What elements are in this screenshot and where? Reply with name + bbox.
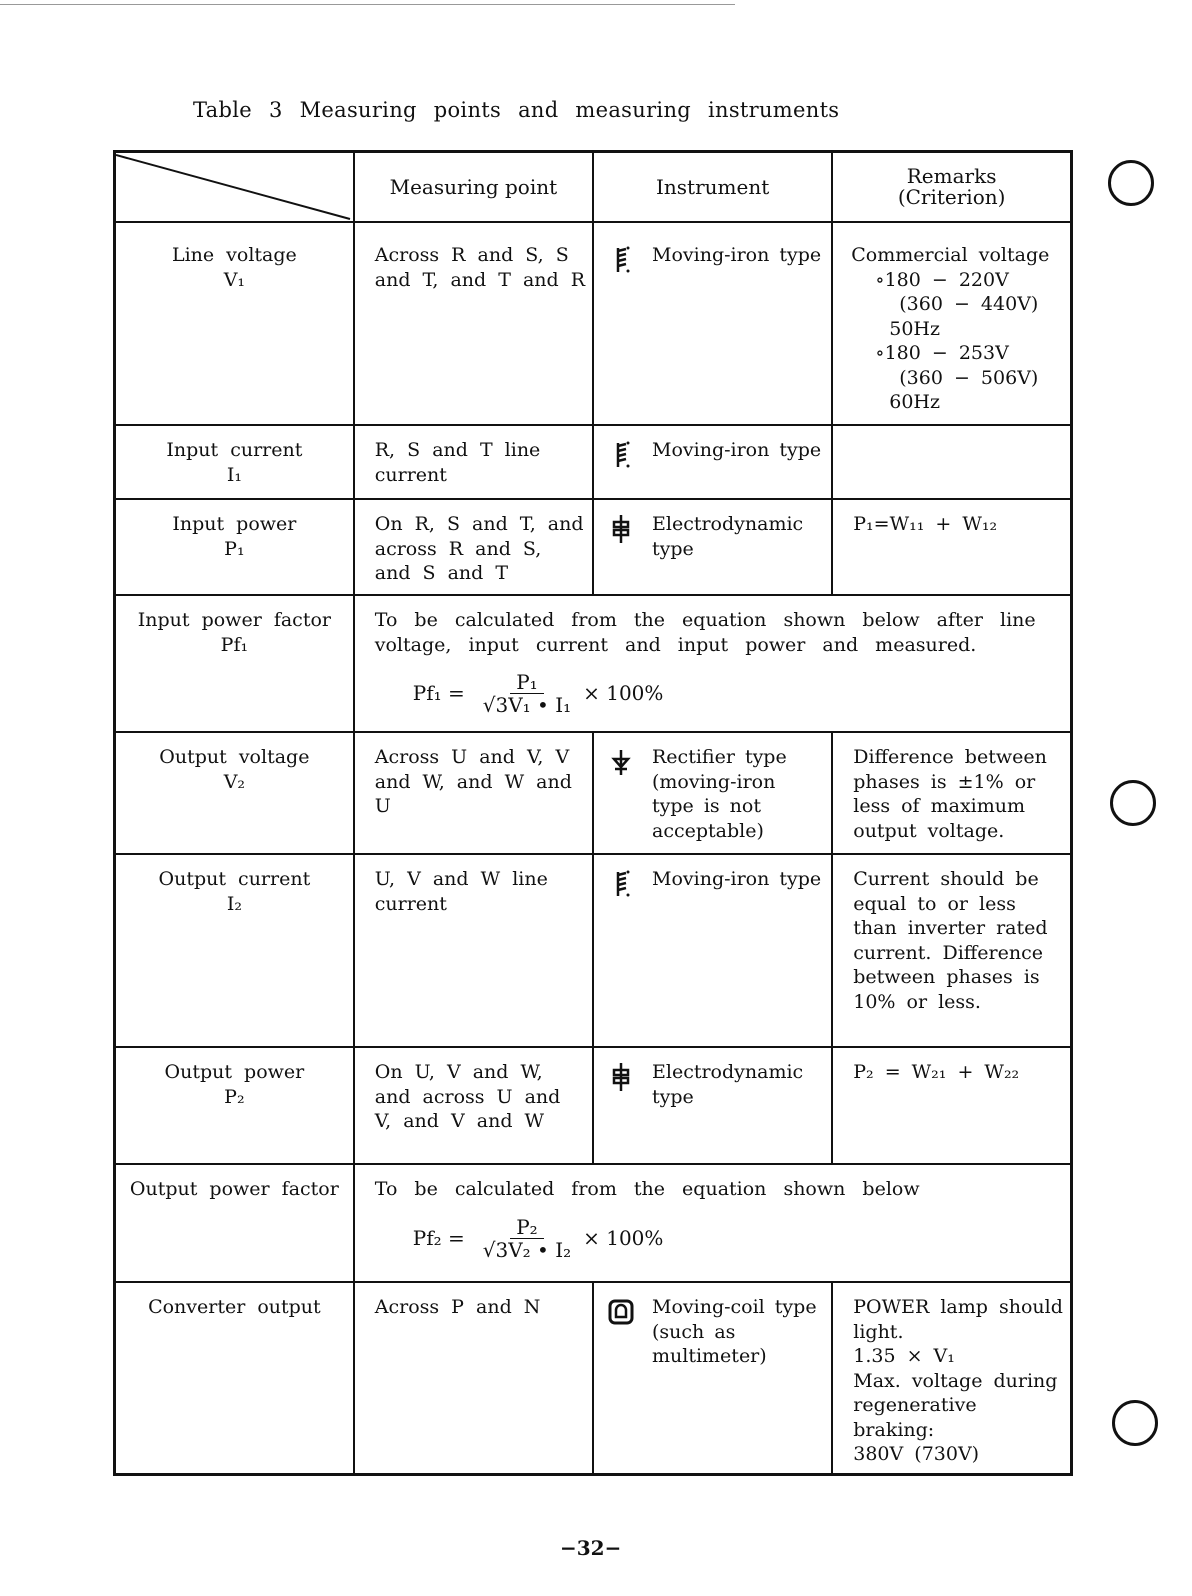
row-input-current <box>115 425 1072 499</box>
row-output-current <box>115 854 1072 1047</box>
remarks-cell <box>832 425 1071 499</box>
qty-label: Line voltage <box>171 244 297 266</box>
formula-input-pf <box>413 671 1060 716</box>
qty-cell <box>115 499 354 595</box>
remark-line: ∘180 − 253V <box>875 342 1009 364</box>
qty-cell <box>115 595 354 732</box>
remark-line: POWER lamp should light. <box>853 1296 1063 1343</box>
row-output-power-factor <box>115 1164 1072 1282</box>
moving-coil-meter-icon <box>608 1297 634 1327</box>
header-measuring-point: Measuring point <box>354 152 593 223</box>
instrument-label: Electrodynamic type <box>652 1061 804 1108</box>
page-number: −32− <box>560 1536 622 1560</box>
formula-numerator: P₂ <box>510 1216 543 1239</box>
instrument-cell <box>593 854 832 1047</box>
qty-symbol: Pf₁ <box>220 633 249 656</box>
instrument-label: Rectifier type (moving-iron type is not acceptable) <box>652 746 787 842</box>
instrument-cell <box>593 1047 832 1164</box>
remark-line: ∘180 − 220V <box>875 268 1009 291</box>
qty-label: Input power <box>172 513 297 535</box>
formula-fraction <box>479 671 575 716</box>
formula-output-pf <box>413 1216 1060 1261</box>
remark-line: Max. voltage during regenerative braking: <box>853 1369 1058 1441</box>
qty-cell <box>115 1164 354 1282</box>
remarks-cell: Current should be equal to or less than inverter rated current. Difference between phases is 10% or less. <box>832 854 1071 1047</box>
instrument-label: Moving-iron type <box>652 868 822 890</box>
calculation-cell <box>354 595 1072 732</box>
row-output-power <box>115 1047 1072 1164</box>
remark-line: Commercial voltage <box>851 244 1050 266</box>
electrodynamic-meter-icon <box>608 514 634 544</box>
formula-denominator: √3V₁ • I₁ <box>482 693 572 717</box>
row-output-voltage <box>115 732 1072 854</box>
remark-line: (360 − 506V) <box>899 366 1039 389</box>
moving-iron-meter-icon <box>608 245 634 275</box>
remarks-cell: P₁=W₁₁ + W₁₂ <box>832 499 1071 595</box>
header-instrument: Instrument <box>593 152 832 223</box>
measuring-point: U, V and W line current <box>354 854 593 1047</box>
formula-lhs: Pf₂ = <box>412 1225 465 1250</box>
measuring-point: Across P and N <box>354 1282 593 1474</box>
qty-label: Output power <box>164 1061 305 1083</box>
formula-lhs: Pf₁ = <box>412 681 465 706</box>
qty-cell <box>115 854 354 1047</box>
row-input-power-factor <box>115 595 1072 732</box>
formula-rhs: × 100% <box>583 681 664 706</box>
qty-label: Output voltage <box>159 746 310 768</box>
measurement-table <box>113 150 1073 1476</box>
formula-denominator: √3V₂ • I₂ <box>482 1237 572 1262</box>
binder-hole-bottom <box>1112 1400 1158 1446</box>
qty-symbol: I₁ <box>226 463 242 486</box>
remark-line: 50Hz <box>889 317 941 340</box>
measuring-point: On U, V and W, and across U and V, and V and W <box>354 1047 593 1164</box>
formula-fraction <box>479 1216 575 1261</box>
instrument-cell <box>593 732 832 854</box>
measuring-point: On R, S and T, and across R and S, and S and T <box>354 499 593 595</box>
moving-iron-meter-icon <box>608 440 634 470</box>
instrument-cell <box>593 425 832 499</box>
qty-label: Output current <box>158 868 311 890</box>
remark-line: 1.35 × V₁ <box>853 1345 955 1367</box>
remarks-cell <box>832 222 1071 425</box>
diagonal-line <box>116 153 352 221</box>
header-row <box>115 152 1072 223</box>
qty-cell <box>115 425 354 499</box>
remarks-cell <box>832 1282 1071 1474</box>
header-remarks <box>832 152 1071 223</box>
instrument-cell <box>593 1282 832 1474</box>
qty-symbol: P₁ <box>224 537 245 560</box>
remark-line: (360 − 440V) <box>899 293 1039 315</box>
instrument-label: Moving-iron type <box>652 244 822 266</box>
instrument-label: Electrodynamic type <box>652 513 804 560</box>
row-line-voltage <box>115 222 1072 425</box>
binder-hole-top <box>1108 160 1154 206</box>
qty-cell <box>115 1047 354 1164</box>
qty-label: Input power factor <box>137 609 331 631</box>
formula-numerator: P₁ <box>510 671 543 694</box>
instrument-label: Moving-iron type <box>652 439 822 461</box>
remark-line: 60Hz <box>889 391 941 413</box>
instrument-cell <box>593 499 832 595</box>
instrument-label: Moving-coil type (such as multimeter) <box>652 1296 817 1367</box>
qty-cell <box>115 222 354 425</box>
measuring-point: Across U and V, V and W, and W and U <box>354 732 593 854</box>
calculation-text: To be calculated from the equation shown below <box>374 1178 920 1200</box>
rectifier-meter-icon <box>608 747 634 777</box>
binder-hole-middle <box>1110 780 1156 826</box>
row-input-power <box>115 499 1072 595</box>
top-rule <box>0 4 735 5</box>
qty-label: Output power factor <box>129 1178 339 1200</box>
qty-symbol: I₂ <box>226 892 242 915</box>
moving-iron-meter-icon <box>608 869 634 899</box>
row-converter-output <box>115 1282 1072 1474</box>
calculation-cell <box>354 1164 1072 1282</box>
qty-symbol: V₂ <box>223 770 246 793</box>
electrodynamic-meter-icon <box>608 1062 634 1092</box>
table-caption: Table 3 Measuring points and measuring instruments <box>193 98 840 122</box>
qty-symbol: V₁ <box>223 268 246 291</box>
measuring-point: Across R and S, S and T, and T and R <box>354 222 593 425</box>
remarks-cell: Difference between phases is ±1% or less of maximum output voltage. <box>832 732 1071 854</box>
calculation-text: To be calculated from the equation shown below after line voltage, input current and input power and measured. <box>374 609 1036 656</box>
measuring-point: R, S and T line current <box>354 425 593 499</box>
formula-rhs: × 100% <box>583 1225 664 1250</box>
header-remarks-subtitle: (Criterion) <box>897 185 1006 209</box>
qty-cell <box>115 1282 354 1474</box>
header-remarks-title: Remarks <box>906 164 997 188</box>
qty-label: Input current <box>166 439 303 461</box>
remarks-cell: P₂ = W₂₁ + W₂₂ <box>832 1047 1071 1164</box>
instrument-cell <box>593 222 832 425</box>
remark-line: 380V (730V) <box>853 1443 980 1465</box>
qty-cell <box>115 732 354 854</box>
qty-label: Converter output <box>148 1296 321 1318</box>
corner-cell <box>115 152 354 223</box>
qty-symbol: P₂ <box>224 1085 245 1108</box>
